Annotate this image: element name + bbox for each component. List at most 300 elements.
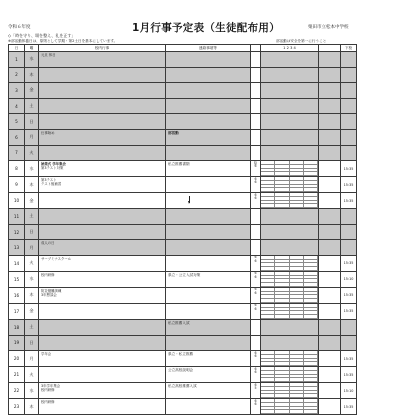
header-dow: 曜 [25, 45, 39, 52]
period-counts [251, 335, 261, 351]
dismissal-time: 15:10 [341, 271, 357, 287]
notes [166, 193, 251, 209]
grid-cell [304, 410, 318, 414]
day-of-week: 水 [25, 271, 39, 287]
grade-grid [261, 193, 319, 209]
day-date: 16 [9, 287, 25, 303]
school-events [39, 319, 166, 335]
grade-grid [261, 209, 319, 225]
grade-grid [261, 161, 319, 177]
extra-cell [319, 351, 341, 367]
dismissal-time: 15:35 [341, 351, 357, 367]
extra-cell [319, 399, 341, 415]
period-counts [251, 351, 261, 367]
grid-cell [261, 188, 275, 192]
grade-grid [261, 255, 319, 271]
grid-cell [275, 172, 289, 176]
notes [166, 287, 251, 303]
day-of-week: 土 [25, 98, 39, 114]
grid-cell [261, 378, 275, 382]
dismissal-time: 15:35 [341, 367, 357, 383]
grid-cell [304, 362, 318, 366]
period-count: 6 [254, 398, 257, 403]
school-events [39, 161, 166, 177]
school-events [39, 193, 166, 209]
grade-grid [261, 224, 319, 240]
grid-cell [304, 172, 318, 176]
grid-cell [261, 267, 275, 271]
dismissal-time [341, 224, 357, 240]
period-counts [251, 271, 261, 287]
extra-cell [319, 52, 341, 68]
day-date: 15 [9, 271, 25, 287]
grade-1: 1 [283, 46, 286, 50]
dismissal-time: 15:35 [341, 177, 357, 193]
period-counts [251, 209, 261, 225]
extra-cell [319, 319, 341, 335]
table-row [9, 83, 357, 99]
table-row [9, 303, 357, 319]
school-events [39, 114, 166, 130]
day-date: 7 [9, 145, 25, 161]
day-of-week: 月 [25, 129, 39, 145]
grid-cell [290, 410, 304, 414]
notes [166, 255, 251, 271]
period-count: 6 [254, 192, 257, 197]
grade-grid [261, 383, 319, 399]
table-row [9, 114, 357, 130]
extra-cell [319, 67, 341, 83]
extra-cell [319, 224, 341, 240]
grid-cell [261, 299, 275, 303]
grid-cell [290, 267, 304, 271]
grid-cell [275, 283, 289, 287]
note-text: 県立・私立推薦 [168, 352, 194, 357]
event-line: 防災避難訓練 [41, 288, 62, 293]
grid-cell [275, 299, 289, 303]
period-count: 6 [254, 354, 257, 359]
school-events [39, 177, 166, 193]
grid-cell [261, 394, 275, 398]
school-events [39, 383, 166, 399]
day-date: 5 [9, 114, 25, 130]
period-counts [251, 303, 261, 319]
table-row [9, 193, 357, 209]
grid-cell [304, 299, 318, 303]
school-events [39, 83, 166, 99]
school-name: 栗田市立松本中学校 [308, 25, 349, 30]
grade-grid [261, 52, 319, 68]
notes [166, 114, 251, 130]
table-row [9, 335, 357, 351]
day-of-week: 火 [25, 367, 39, 383]
dismissal-time [341, 335, 357, 351]
dismissal-time: 15:10 [341, 383, 357, 399]
period-counts [251, 114, 261, 130]
arrow-down-icon [189, 196, 190, 203]
extra-cell [319, 161, 341, 177]
day-of-week: 日 [25, 114, 39, 130]
day-of-week: 月 [25, 240, 39, 256]
grid-cell [275, 362, 289, 366]
extra-cell [319, 98, 341, 114]
table-row [9, 287, 357, 303]
header-blank [251, 45, 261, 52]
event-line: テスト後補習 [41, 182, 62, 187]
grade-grid [261, 114, 319, 130]
grid-cell [275, 410, 289, 414]
dismissal-time [341, 240, 357, 256]
day-of-week: 日 [25, 335, 39, 351]
header-grades [261, 45, 319, 52]
grid-cell [304, 283, 318, 287]
grid-cell [275, 394, 289, 398]
grid-cell [261, 204, 275, 208]
table-row [9, 209, 357, 225]
day-of-week: 木 [25, 177, 39, 193]
grid-cell [261, 410, 275, 414]
grade-grid-cells [261, 177, 318, 192]
grid-cell [290, 172, 304, 176]
day-date: 19 [9, 335, 25, 351]
period-counts [251, 255, 261, 271]
period-counts [251, 67, 261, 83]
grid-cell [261, 315, 275, 319]
period-counts [251, 52, 261, 68]
page-header [0, 0, 400, 50]
notes [166, 319, 251, 335]
school-events [39, 145, 166, 161]
event-line: 第3テスト [41, 178, 57, 183]
school-events [39, 367, 166, 383]
grade-grid-cells [261, 351, 318, 366]
extra-cell [319, 240, 341, 256]
table-row [9, 240, 357, 256]
day-of-week: 水 [25, 161, 39, 177]
header-comments: 連絡事項等 [166, 45, 251, 52]
note-text: 公立高校説明会 [168, 368, 194, 373]
period-counts [251, 367, 261, 383]
grade-grid [261, 67, 319, 83]
dismissal-time: 15:35 [341, 161, 357, 177]
grade-grid-cells [261, 272, 318, 287]
notes [166, 351, 251, 367]
dismissal-time [341, 129, 357, 145]
grade-grid [261, 98, 319, 114]
grid-cell [290, 283, 304, 287]
dismissal-time [341, 114, 357, 130]
notes [166, 271, 251, 287]
period-counts [251, 399, 261, 415]
period-counts [251, 145, 261, 161]
extra-cell [319, 129, 341, 145]
period-count: 6 [254, 382, 257, 387]
day-date: 4 [9, 98, 25, 114]
grade-grid [261, 129, 319, 145]
notes [166, 399, 251, 415]
event-line: 第3テスト対策 [41, 166, 64, 171]
table-row [9, 383, 357, 399]
school-events [39, 303, 166, 319]
period-counts [251, 83, 261, 99]
notes [166, 240, 251, 256]
event-line: 始業式 学年集会 [41, 162, 66, 167]
dismissal-time [341, 83, 357, 99]
grid-cell [290, 394, 304, 398]
day-date: 14 [9, 255, 25, 271]
day-date: 17 [9, 303, 25, 319]
extra-cell [319, 335, 341, 351]
grade-grid [261, 240, 319, 256]
grade-3: 3 [290, 46, 293, 50]
day-date: 23 [9, 399, 25, 415]
period-count: 6 [254, 176, 257, 181]
period-count: 給 [253, 160, 258, 165]
period-count: 6 [254, 307, 257, 312]
table-header-row [9, 45, 357, 52]
extra-cell [319, 83, 341, 99]
school-motto: ◇「時を守り、場を整え、礼を正す」 [8, 33, 76, 38]
day-of-week: 金 [25, 83, 39, 99]
day-of-week: 水 [25, 52, 39, 68]
day-date: 11 [9, 209, 25, 225]
grade-grid [261, 351, 319, 367]
period-count: 6 [254, 402, 257, 407]
period-counts [251, 240, 261, 256]
notes [166, 367, 251, 383]
day-date: 20 [9, 351, 25, 367]
notes [166, 83, 251, 99]
event-line: 3年懇談会 [41, 293, 57, 298]
day-date: 12 [9, 224, 25, 240]
dismissal-time [341, 145, 357, 161]
note-text: 私立高校推薦入試 [168, 384, 197, 389]
day-of-week: 木 [25, 287, 39, 303]
notes [166, 98, 251, 114]
school-events [39, 335, 166, 351]
period-count: 6 [254, 287, 257, 292]
header-time: 下校 [341, 45, 357, 52]
extra-cell [319, 177, 341, 193]
notes [166, 335, 251, 351]
period-counts [251, 177, 261, 193]
grade-grid-cells [261, 256, 318, 271]
extra-cell [319, 114, 341, 130]
day-of-week: 土 [25, 319, 39, 335]
grade-grid [261, 145, 319, 161]
grid-cell [304, 188, 318, 192]
grid-cell [290, 204, 304, 208]
notes [166, 209, 251, 225]
grade-grid-cells [261, 161, 318, 176]
grid-cell [290, 362, 304, 366]
school-events [39, 240, 166, 256]
school-events [39, 52, 166, 68]
day-date: 10 [9, 193, 25, 209]
period-count: 5 [254, 386, 257, 391]
period-count: 6 [254, 350, 257, 355]
period-count: 6 [254, 275, 257, 280]
event-line: 仕事始め [41, 130, 55, 135]
note-text: 県立・公立入試対策 [168, 272, 201, 277]
table-row [9, 129, 357, 145]
extra-cell [319, 255, 341, 271]
event-line: 校内研修 [41, 400, 55, 405]
school-events [39, 255, 166, 271]
header-events: 校内行事 [39, 45, 166, 52]
extra-cell [319, 367, 341, 383]
grid-cell [290, 378, 304, 382]
day-date: 3 [9, 83, 25, 99]
table-row [9, 161, 357, 177]
notes [166, 383, 251, 399]
grid-cell [275, 204, 289, 208]
day-of-week: 水 [25, 383, 39, 399]
grade-grid [261, 335, 319, 351]
table-row [9, 145, 357, 161]
event-line: 元旦 休日 [41, 53, 56, 57]
day-date: 18 [9, 319, 25, 335]
table-row [9, 98, 357, 114]
grid-cell [261, 283, 275, 287]
period-count: 6 [254, 366, 257, 371]
school-events [39, 271, 166, 287]
extra-cell [319, 193, 341, 209]
grid-cell [304, 204, 318, 208]
day-of-week: 金 [25, 303, 39, 319]
period-count: 6 [254, 370, 257, 375]
grid-cell [290, 315, 304, 319]
grade-grid-cells [261, 367, 318, 382]
extra-cell [319, 209, 341, 225]
grade-grid-cells [261, 193, 318, 208]
notes [166, 177, 251, 193]
period-counts [251, 161, 261, 177]
grade-grid [261, 303, 319, 319]
table-row [9, 351, 357, 367]
grid-cell [304, 315, 318, 319]
period-counts [251, 193, 261, 209]
table-row [9, 52, 357, 68]
day-date: 6 [9, 129, 25, 145]
extra-cell [319, 271, 341, 287]
school-events [39, 98, 166, 114]
day-date: 22 [9, 383, 25, 399]
school-events [39, 287, 166, 303]
period-counts [251, 383, 261, 399]
day-of-week: 月 [25, 351, 39, 367]
day-date: 2 [9, 67, 25, 83]
header-date: 日 [9, 45, 25, 52]
period-count: 6 [254, 259, 257, 264]
school-events [39, 399, 166, 415]
day-date: 8 [9, 161, 25, 177]
event-line: 3年学年集会 [41, 384, 61, 389]
period-count: 6 [254, 255, 257, 260]
period-counts [251, 224, 261, 240]
day-of-week: 火 [25, 255, 39, 271]
school-events [39, 67, 166, 83]
grade-grid [261, 177, 319, 193]
period-count: 6 [254, 196, 257, 201]
grid-cell [261, 362, 275, 366]
dismissal-time [341, 98, 357, 114]
school-events [39, 129, 166, 145]
school-year: 令和６年度 [8, 25, 31, 30]
event-line: 成人の日 [41, 241, 55, 246]
grid-cell [304, 378, 318, 382]
grade-grid [261, 287, 319, 303]
event-line: 校内研修 [41, 388, 55, 393]
club-rule: 部活動は安全を第一に行うこと [276, 38, 327, 43]
day-date: 1 [9, 52, 25, 68]
period-count: 6 [254, 291, 257, 296]
period-count: 6 [254, 303, 257, 308]
grid-cell [275, 315, 289, 319]
extra-cell [319, 303, 341, 319]
notes [166, 129, 251, 145]
grid-cell [290, 188, 304, 192]
club-notice: ※部活動休養日は、原則として学期・第2土日を基本にしています。 [8, 38, 118, 43]
notes [166, 161, 251, 177]
grade-grid [261, 83, 319, 99]
dismissal-time: 15:35 [341, 399, 357, 415]
table-row [9, 319, 357, 335]
grade-grid-cells [261, 383, 318, 398]
note-text: 私立推薦入試 [168, 320, 190, 325]
dismissal-time [341, 319, 357, 335]
event-line: 校内研修 [41, 272, 55, 277]
grade-grid [261, 399, 319, 415]
table-row [9, 271, 357, 287]
table-row [9, 399, 357, 415]
day-of-week: 火 [25, 145, 39, 161]
grade-grid [261, 367, 319, 383]
grid-cell [275, 378, 289, 382]
dismissal-time [341, 209, 357, 225]
school-events [39, 224, 166, 240]
table-row [9, 224, 357, 240]
extra-cell [319, 287, 341, 303]
day-date: 21 [9, 367, 25, 383]
period-count: 6 [254, 164, 257, 169]
event-line: 学年会 [41, 352, 52, 357]
note-text: 部活動 [168, 130, 179, 135]
header-extra [319, 45, 341, 52]
day-of-week: 金 [25, 193, 39, 209]
grid-cell [275, 267, 289, 271]
dismissal-time: 15:35 [341, 193, 357, 209]
period-count: 6 [254, 271, 257, 276]
note-text: 私立推薦書類 [168, 162, 190, 167]
notes [166, 303, 251, 319]
day-of-week: 日 [25, 224, 39, 240]
dismissal-time: 15:35 [341, 255, 357, 271]
table-row [9, 255, 357, 271]
grade-grid-cells [261, 304, 318, 319]
notes [166, 145, 251, 161]
day-date: 9 [9, 177, 25, 193]
grade-grid [261, 319, 319, 335]
grid-cell [275, 188, 289, 192]
period-count: 6 [254, 180, 257, 185]
dismissal-time: 15:35 [341, 287, 357, 303]
table-row [9, 177, 357, 193]
day-of-week: 木 [25, 399, 39, 415]
dismissal-time: 15:35 [341, 303, 357, 319]
event-line: サーブミナスクール [41, 256, 72, 261]
notes [166, 67, 251, 83]
